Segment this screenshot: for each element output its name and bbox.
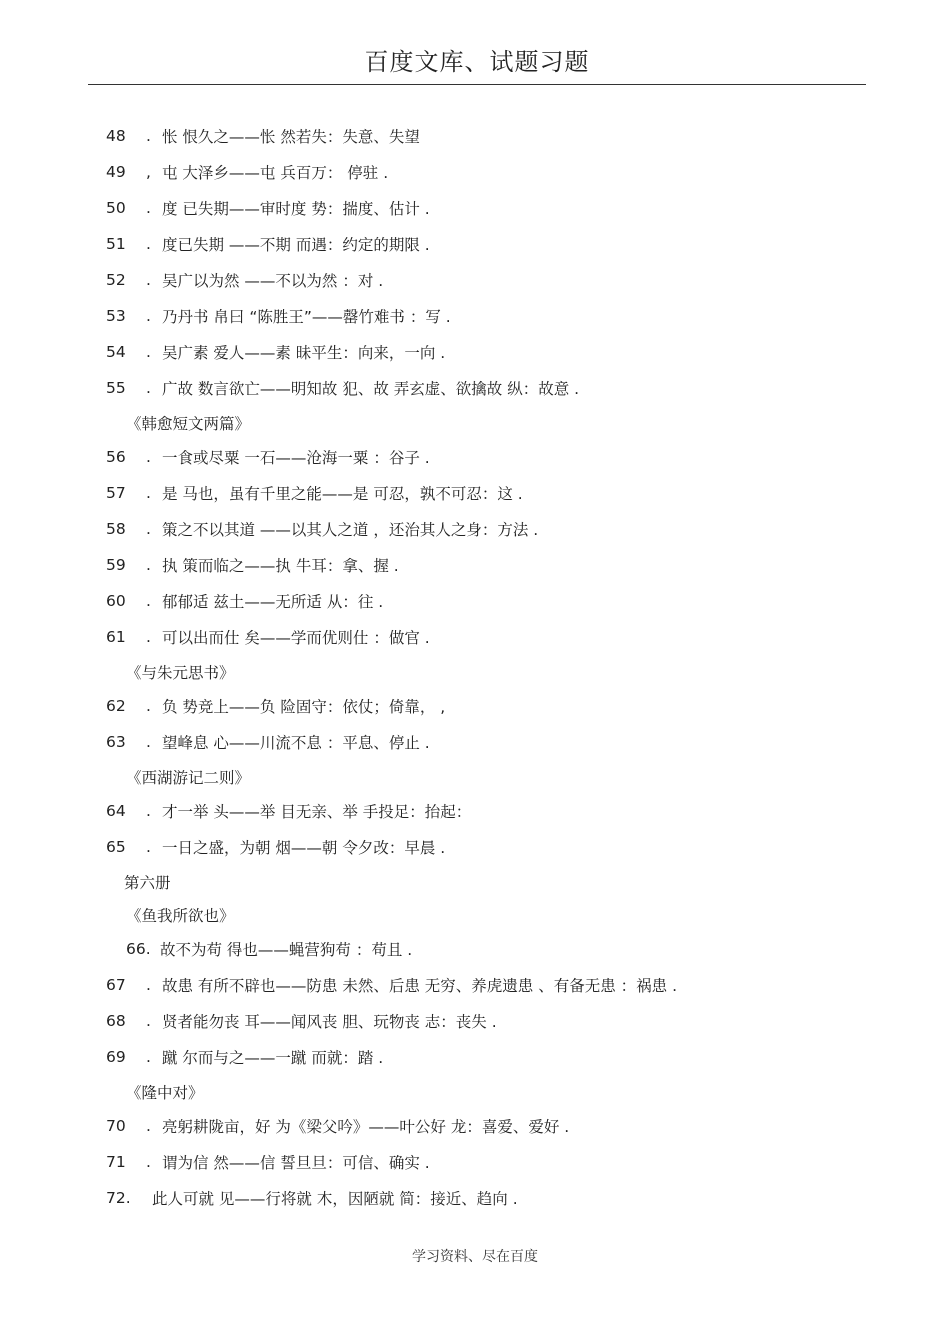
item-number: 56 <box>106 448 126 466</box>
list-item <box>106 688 866 724</box>
item-text: 策之不以其道 ——以其人之道 ，还治其人之身：方法 . <box>162 521 539 539</box>
item-text: 此人可就 见——行将就 木，因陋就 简：接近、趋向 . <box>152 1190 518 1208</box>
list-item <box>106 1039 866 1075</box>
item-separator: . <box>146 379 151 397</box>
item-number: 70 <box>106 1117 126 1135</box>
list-item <box>106 1180 866 1216</box>
section-heading: 《西湖游记二则》 <box>126 768 251 787</box>
item-number: 54 <box>106 343 126 361</box>
list-item <box>106 334 866 370</box>
item-separator: . <box>146 1153 151 1171</box>
item-text: 郁郁适 兹土——无所适 从：往 . <box>162 593 384 611</box>
item-number: 63 <box>106 733 126 751</box>
item-text: 亮躬耕陇亩，好 为《梁父吟》——叶公好 龙：喜爱、爱好 . <box>162 1118 570 1136</box>
item-text: 故患 有所不辟也——防患 未然、后患 无穷、养虎遗患 、有备无患 ：祸患 . <box>162 977 677 995</box>
item-separator: . <box>146 343 151 361</box>
item-separator: , <box>146 163 151 181</box>
item-separator: . <box>146 520 151 538</box>
section-heading: 《与朱元思书》 <box>126 663 235 682</box>
item-number: 64 <box>106 802 126 820</box>
document-body <box>106 118 866 1216</box>
item-number: 48 <box>106 127 126 145</box>
item-separator: . <box>146 1012 151 1030</box>
list-item <box>106 829 866 865</box>
item-number: 53 <box>106 307 126 325</box>
list-item <box>106 619 866 655</box>
item-number: 68 <box>106 1012 126 1030</box>
item-number: 50 <box>106 199 126 217</box>
list-item <box>106 370 866 406</box>
section-heading: 第六册 <box>124 873 171 892</box>
item-text: 吴广以为然 ——不以为然 ：对 . <box>162 272 384 290</box>
item-separator: . <box>146 484 151 502</box>
item-number: 60 <box>106 592 126 610</box>
item-separator: . <box>146 628 151 646</box>
page-title: 百度文库、试题习题 <box>364 48 590 76</box>
item-text: 是 马也，虽有千里之能——是 可忍，孰不可忍：这 . <box>162 485 523 503</box>
list-item <box>106 439 866 475</box>
list-item <box>106 583 866 619</box>
list-item <box>106 1144 866 1180</box>
item-separator: . <box>146 1117 151 1135</box>
item-separator: . <box>146 1048 151 1066</box>
item-number: 57 <box>106 484 126 502</box>
section-heading: 《鱼我所欲也》 <box>126 906 235 925</box>
item-text: 广故 数言欲亡——明知故 犯、故 弄玄虚、欲擒故 纵：故意 . <box>162 380 580 398</box>
list-item <box>106 154 866 190</box>
page-footer: 学习资料、尽在百度 <box>412 1249 538 1265</box>
item-number: 62 <box>106 697 126 715</box>
item-number: 59 <box>106 556 126 574</box>
item-text: 乃丹书 帛曰 “陈胜王”——罄竹难书 ：写 . <box>162 308 451 326</box>
item-separator: . <box>146 556 151 574</box>
item-text: 贤者能勿丧 耳——闻风丧 胆、玩物丧 志：丧失 . <box>162 1013 497 1031</box>
list-item <box>106 1108 866 1144</box>
item-separator: . <box>146 838 151 856</box>
item-text: 一日之盛，为朝 烟——朝 令夕改：早晨 . <box>162 839 446 857</box>
item-number: 72. <box>106 1189 131 1207</box>
item-text: 负 势竞上——负 险固守：依仗；倚靠， , <box>162 698 446 716</box>
list-item <box>106 1003 866 1039</box>
item-separator: . <box>146 733 151 751</box>
item-text: 故不为苟 得也——蝇营狗苟 ：苟且 . <box>160 941 413 959</box>
item-text: 屯 大泽乡——屯 兵百万： 停驻 . <box>162 164 389 182</box>
page-header <box>88 42 866 85</box>
item-separator: . <box>146 199 151 217</box>
item-number: 58 <box>106 520 126 538</box>
item-separator: . <box>146 271 151 289</box>
list-item <box>106 511 866 547</box>
list-item <box>106 931 866 967</box>
list-item <box>106 262 866 298</box>
item-text: 执 策而临之——执 牛耳：拿、握 . <box>162 557 399 575</box>
item-number: 51 <box>106 235 126 253</box>
item-separator: . <box>146 592 151 610</box>
item-number: 55 <box>106 379 126 397</box>
list-item <box>106 967 866 1003</box>
item-number: 71 <box>106 1153 126 1171</box>
section-heading: 《隆中对》 <box>126 1083 204 1102</box>
item-number: 67 <box>106 976 126 994</box>
item-separator: . <box>146 976 151 994</box>
list-item <box>106 475 866 511</box>
item-text: 可以出而仕 矣——学而优则仕 ：做官 . <box>162 629 430 647</box>
item-number: 69 <box>106 1048 126 1066</box>
item-text: 吴广素 爱人——素 昧平生：向来，一向 . <box>162 344 446 362</box>
item-number: 61 <box>106 628 126 646</box>
item-number: 49 <box>106 163 126 181</box>
item-number: 52 <box>106 271 126 289</box>
section-heading: 《韩愈短文两篇》 <box>126 414 251 433</box>
item-separator: . <box>146 448 151 466</box>
list-item <box>106 793 866 829</box>
item-text: 一食或尽粟 一石——沧海一粟 ：谷子 . <box>162 449 430 467</box>
list-item <box>106 226 866 262</box>
list-item <box>106 118 866 154</box>
item-text: 度已失期 ——不期 而遇：约定的期限 . <box>162 236 430 254</box>
item-text: 谓为信 然——信 誓旦旦：可信、确实 . <box>162 1154 430 1172</box>
list-item <box>106 190 866 226</box>
item-separator: . <box>146 127 151 145</box>
item-separator: . <box>146 802 151 820</box>
item-text: 才一举 头——举 目无亲、举 手投足：抬起： <box>162 803 472 821</box>
list-item <box>106 298 866 334</box>
item-number: 66. <box>126 940 151 958</box>
item-number: 65 <box>106 838 126 856</box>
item-text: 蹴 尔而与之——一蹴 而就：踏 . <box>162 1049 384 1067</box>
item-text: 怅 恨久之——怅 然若失：失意、失望 <box>162 128 420 146</box>
item-separator: . <box>146 235 151 253</box>
item-separator: . <box>146 307 151 325</box>
list-item <box>106 724 866 760</box>
item-text: 望峰息 心——川流不息 ：平息、停止 . <box>162 734 430 752</box>
item-text: 度 已失期——审时度 势：揣度、估计 . <box>162 200 430 218</box>
list-item <box>106 547 866 583</box>
item-separator: . <box>146 697 151 715</box>
